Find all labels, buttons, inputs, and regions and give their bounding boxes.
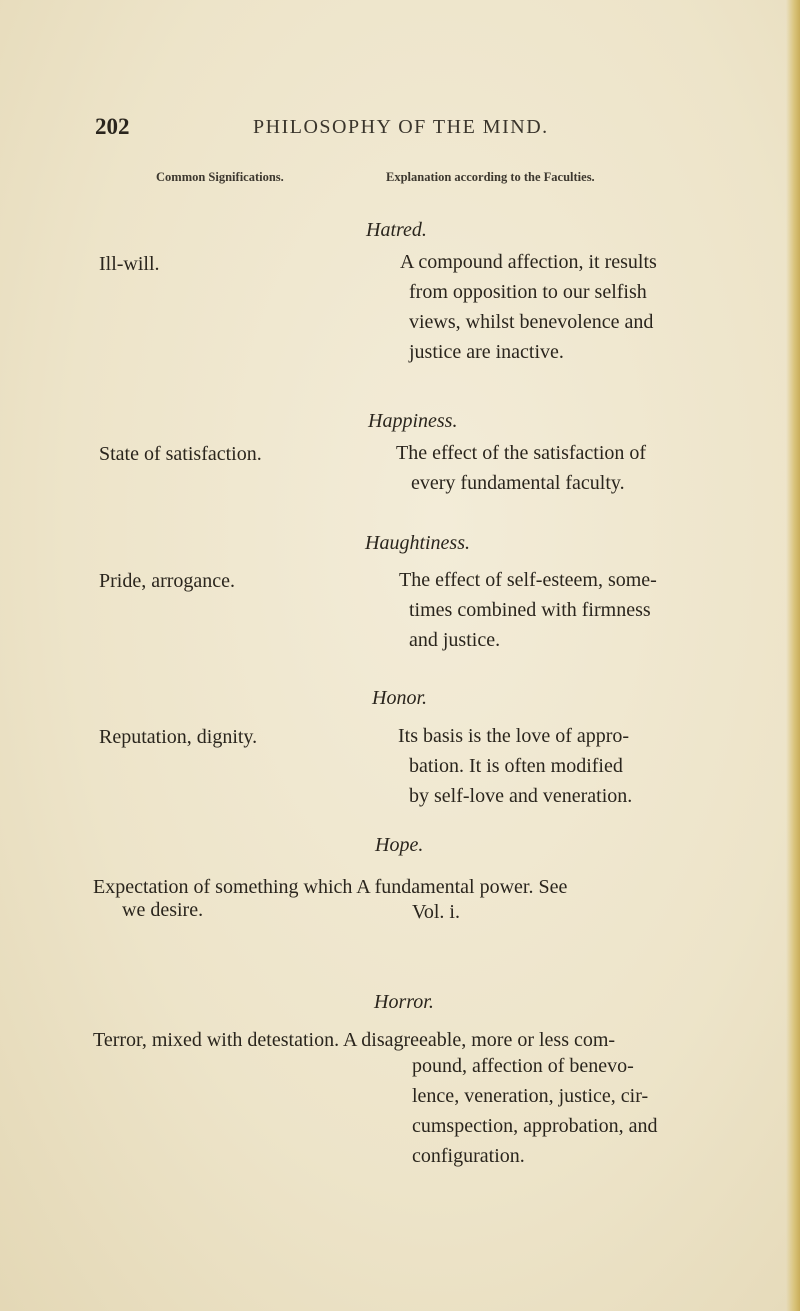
term-happiness: State of satisfaction. [99, 443, 262, 465]
entry-title-hope: Hope. [375, 834, 424, 856]
horror-line-1: Terror, mixed with detestation. A disagreeable, more or less com- [93, 1029, 616, 1051]
explanation-honor [398, 721, 729, 811]
explanation-line: justice are inactive. [409, 341, 564, 363]
explanation-line: by self-love and veneration. [409, 785, 633, 807]
explanation-line: Its basis is the love of appro- [398, 725, 630, 747]
explanation-line: pound, affection of benevo- [412, 1055, 634, 1077]
entry-title-horror: Horror. [374, 991, 434, 1013]
explanation-haughtiness [399, 565, 729, 655]
column-header-right: Explanation according to the Faculties. [386, 170, 595, 184]
page-edge [786, 0, 800, 1311]
explanation-line: configuration. [412, 1145, 525, 1167]
running-head: PHILOSOPHY OF THE MIND. [253, 116, 549, 138]
explanation-line: times combined with firmness [409, 599, 651, 621]
explanation-hatred [400, 247, 729, 367]
explanation-line: The effect of self-esteem, some- [399, 569, 657, 591]
explanation-line: The effect of the satisfaction of [396, 442, 647, 464]
hope-line-1: Expectation of something which A fundamental power. See [93, 876, 568, 898]
explanation-line: from opposition to our selfish [409, 281, 647, 303]
explanation-happiness [396, 438, 731, 498]
explanation-line: cumspection, approbation, and [412, 1115, 658, 1137]
entry-title-honor: Honor. [372, 687, 428, 709]
explanation-line: bation. It is often modified [409, 755, 623, 777]
hope-term-continued: we desire. [122, 899, 204, 921]
explanation-line: views, whilst benevolence and [409, 311, 654, 333]
hope-explanation-continued: Vol. i. [412, 901, 460, 923]
explanation-line: lence, veneration, justice, cir- [412, 1085, 649, 1107]
explanation-line: and justice. [409, 629, 501, 651]
entry-title-happiness: Happiness. [368, 410, 458, 432]
term-hatred: Ill-will. [99, 253, 160, 275]
explanation-line: A compound affection, it results [400, 251, 657, 273]
entry-title-hatred: Hatred. [366, 219, 427, 241]
page-number: 202 [95, 114, 130, 139]
term-honor: Reputation, dignity. [99, 726, 258, 748]
explanation-horror [412, 1051, 732, 1171]
term-haughtiness: Pride, arrogance. [99, 570, 236, 592]
column-header-left: Common Significations. [156, 170, 284, 184]
entry-title-haughtiness: Haughtiness. [365, 532, 470, 554]
explanation-line: every fundamental faculty. [411, 472, 625, 494]
